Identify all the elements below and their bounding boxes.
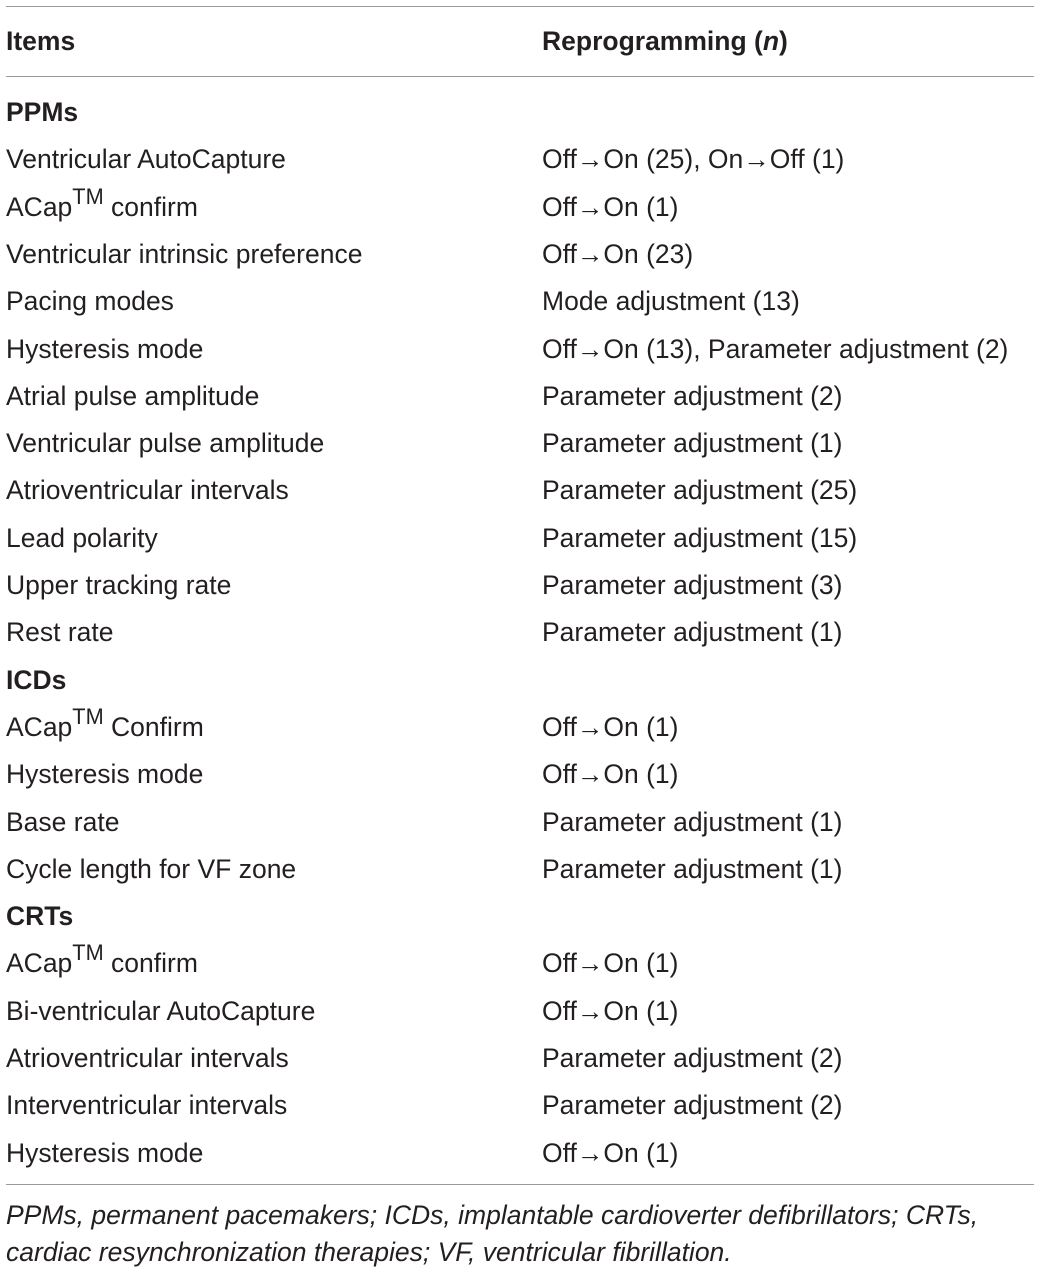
row-reprogramming-value: Off→On (1): [542, 948, 679, 979]
row-item-label: Hysteresis mode: [6, 1137, 204, 1168]
header-reprogramming: [542, 18, 788, 65]
row-item-label: Ventricular pulse amplitude: [6, 428, 325, 459]
row-item-label: Hysteresis mode: [6, 333, 204, 364]
row-item-label: Bi-ventricular AutoCapture: [6, 995, 316, 1026]
table-row: [0, 373, 1040, 420]
item-label-prefix: ACap: [6, 948, 73, 979]
row-reprogramming-value: Off→On (13), Parameter adjustment (2): [542, 333, 1009, 364]
row-reprogramming-value: Parameter adjustment (2): [542, 380, 843, 411]
row-reprogramming-value: Off→On (1): [542, 759, 679, 790]
bottom-rule: [6, 1184, 1034, 1185]
row-item-label: Cycle length for VF zone: [6, 853, 297, 884]
row-reprogramming-value: Parameter adjustment (3): [542, 570, 843, 600]
header-rule: [6, 76, 1034, 77]
table-row: [0, 1035, 1040, 1082]
row-item-label: Base rate: [6, 806, 120, 837]
row-reprogramming-value: Parameter adjustment (15): [542, 522, 858, 553]
section-title: PPMs: [6, 97, 79, 127]
table-row: [0, 1130, 1040, 1177]
row-item-label: Atrioventricular intervals: [6, 1043, 289, 1073]
header-reprogramming-prefix: Reprogramming (: [542, 26, 763, 56]
row-item-label: Rest rate: [6, 617, 114, 648]
row-item-label: Atrial pulse amplitude: [6, 380, 260, 411]
item-label-prefix: ACap: [6, 191, 73, 222]
table-header-row: [0, 18, 1040, 65]
table-row: [0, 136, 1040, 183]
section-title: ICDs: [6, 664, 67, 695]
table-row: [0, 704, 1040, 751]
item-label-suffix: confirm: [103, 948, 198, 979]
row-item-label: Interventricular intervals: [6, 1090, 288, 1121]
table-row: [0, 799, 1040, 846]
table-row: [0, 420, 1040, 467]
row-item-label: Ventricular intrinsic preference: [6, 238, 363, 269]
header-reprogramming-n: n: [762, 26, 780, 56]
row-reprogramming-value: Off→On (23): [542, 238, 694, 269]
row-reprogramming-value: Parameter adjustment (2): [542, 1043, 843, 1073]
section-title: CRTs: [6, 901, 74, 932]
row-reprogramming-value: Mode adjustment (13): [542, 286, 800, 317]
footnote-line-2: cardiac resynchronization therapies; VF, ventricular fibrillation.: [6, 1237, 732, 1267]
table-row: [0, 326, 1040, 373]
table-row: [0, 278, 1040, 325]
row-reprogramming-value: Off→On (1): [542, 711, 679, 742]
table-footnote: [6, 1197, 1036, 1271]
table-row: [0, 751, 1040, 798]
row-item-label: [6, 704, 204, 751]
section-row: [0, 657, 1040, 704]
row-item-label: Hysteresis mode: [6, 759, 204, 790]
header-reprogramming-suffix: ): [779, 26, 788, 56]
table-row: [0, 562, 1040, 609]
trademark-superscript: TM: [72, 183, 104, 209]
row-item-label: [6, 184, 198, 231]
header-items: Items: [6, 26, 76, 56]
row-reprogramming-value: Parameter adjustment (1): [542, 806, 843, 837]
row-reprogramming-value: Off→On (1): [542, 995, 679, 1026]
row-item-label: Ventricular AutoCapture: [6, 144, 286, 175]
item-label-suffix: Confirm: [103, 711, 204, 742]
row-reprogramming-value: Parameter adjustment (1): [542, 428, 843, 459]
item-label-prefix: ACap: [6, 711, 73, 742]
table-row: [0, 515, 1040, 562]
row-reprogramming-value: Parameter adjustment (2): [542, 1090, 843, 1121]
top-rule: [6, 6, 1034, 7]
table-row: [0, 1082, 1040, 1129]
table-row: [0, 988, 1040, 1035]
row-item-label: Lead polarity: [6, 522, 158, 553]
row-item-label: Pacing modes: [6, 286, 174, 317]
footnote-line-1: PPMs, permanent pacemakers; ICDs, implantable cardioverter defibrillators; CRTs,: [6, 1200, 979, 1230]
trademark-superscript: TM: [72, 940, 104, 966]
row-reprogramming-value: Parameter adjustment (25): [542, 475, 858, 506]
item-label-suffix: confirm: [103, 191, 198, 222]
section-row: [0, 893, 1040, 940]
table-row: [0, 609, 1040, 656]
table-row: [0, 184, 1040, 231]
row-reprogramming-value: Off→On (1): [542, 1137, 679, 1168]
table-row: [0, 940, 1040, 987]
row-reprogramming-value: Off→On (1): [542, 191, 679, 222]
table-row: [0, 467, 1040, 514]
table-row: [0, 846, 1040, 893]
row-reprogramming-value: Off→On (25), On→Off (1): [542, 144, 845, 175]
row-item-label: Upper tracking rate: [6, 570, 232, 600]
row-reprogramming-value: Parameter adjustment (1): [542, 617, 843, 648]
row-reprogramming-value: Parameter adjustment (1): [542, 853, 843, 884]
row-item-label: Atrioventricular intervals: [6, 475, 289, 506]
table-row: [0, 231, 1040, 278]
trademark-superscript: TM: [72, 703, 104, 729]
row-item-label: [6, 940, 198, 987]
section-row: [0, 89, 1040, 136]
